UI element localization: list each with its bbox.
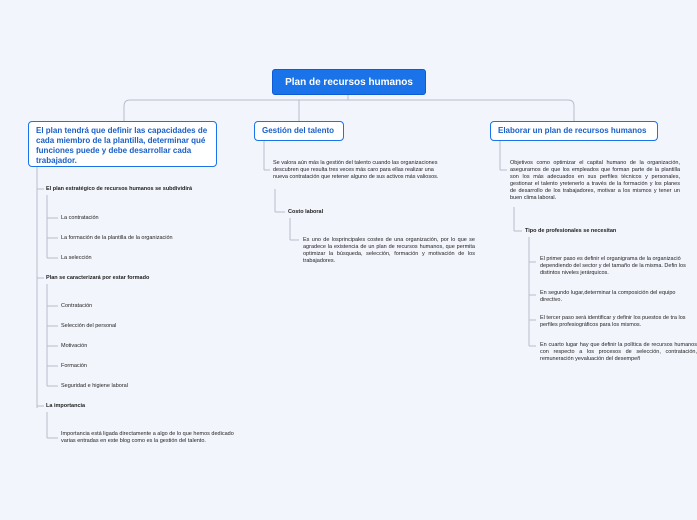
node-seguridad-higiene[interactable]: Seguridad e higiene laboral (61, 383, 128, 389)
branch-elaborar-plan[interactable]: Elaborar un plan de recursos humanos (490, 121, 658, 141)
node-seleccion[interactable]: La selección (61, 255, 92, 261)
node-plan-caracterizara[interactable]: Plan se caracterizará por estar formado (46, 275, 150, 281)
node-paso-4[interactable]: En cuarto lugar hay que definir la política de recursos humanos con respecto a los procesos de selección, contratación, remuneración yevaluación del desempeñ (540, 342, 697, 362)
node-importancia[interactable]: La importancia (46, 403, 86, 409)
branch-plan-capacidades[interactable]: El plan tendrá que definir las capacidades de cada miembro de la plantilla, determinar qué funciones puede y debe desarrollar cada trabajador. (28, 121, 217, 167)
node-costo-laboral[interactable]: Costo laboral (288, 209, 324, 215)
node-paso-2[interactable]: En segundo lugar,determinar la composición del equipo directivo. (540, 290, 676, 303)
node-costo-laboral-text[interactable]: Es uno de losprincipales costes de una organización, por lo que se agradece la existencia de un plan de recursos humanos, que permita optimizar la búsqueda, selección, formación y motivación de los trabajadores. (303, 237, 475, 264)
node-paso-3[interactable]: El tercer paso será identificar y definir los puestos de tra los perfiles profesiográficos para los mismos. (540, 315, 686, 328)
node-seleccion-personal[interactable]: Selección del personal (61, 323, 117, 329)
node-plan-estrategico[interactable]: El plan estratégico de recursos humanos se subdividirá (46, 186, 193, 192)
node-contratacion[interactable]: La contratación (61, 215, 99, 221)
node-contratacion-2[interactable]: Contratación (61, 303, 93, 309)
node-motivacion[interactable]: Motivación (61, 343, 88, 349)
node-formacion[interactable]: Formación (61, 363, 87, 369)
node-importancia-text[interactable]: Importancia está ligada directamente a algo de lo que hemos dedicado varias entradas en este blog como es la gestión del talento. (61, 431, 234, 444)
node-paso-1[interactable]: El primer paso es definir el organigrama de la organizació dependiendo del sector y del tamaño de la misma. Defin los distintos niveles jerárquicos. (540, 256, 686, 276)
node-formacion-plantilla[interactable]: La formación de la plantilla de la organización (61, 235, 173, 241)
node-objetivos-text[interactable]: Objetivos como optimizar el capital humano de la organización, asegurarnos de que los empleados que forman parte de la plantilla son los más adecuados en sus perfiles técnicos y personales, gestionar el talento yretenerlo a través de la formación y los planes de desarrollo de los trabajadores, motivar a los mismos y tener un buen clima laboral. (510, 160, 680, 201)
branch-gestion-talento[interactable]: Gestión del talento (254, 121, 344, 141)
node-tipo-profesionales[interactable]: Tipo de profesionales se necesitan (525, 228, 617, 234)
root-node[interactable]: Plan de recursos humanos (272, 69, 426, 95)
node-gestion-talento-text[interactable]: Se valora aún más la gestión del talento cuando las organizaciones descubren que resulta tres veces más caro para ellas realizar una nueva contratación que retener alguno de sus activos más valiosos. (273, 160, 439, 180)
